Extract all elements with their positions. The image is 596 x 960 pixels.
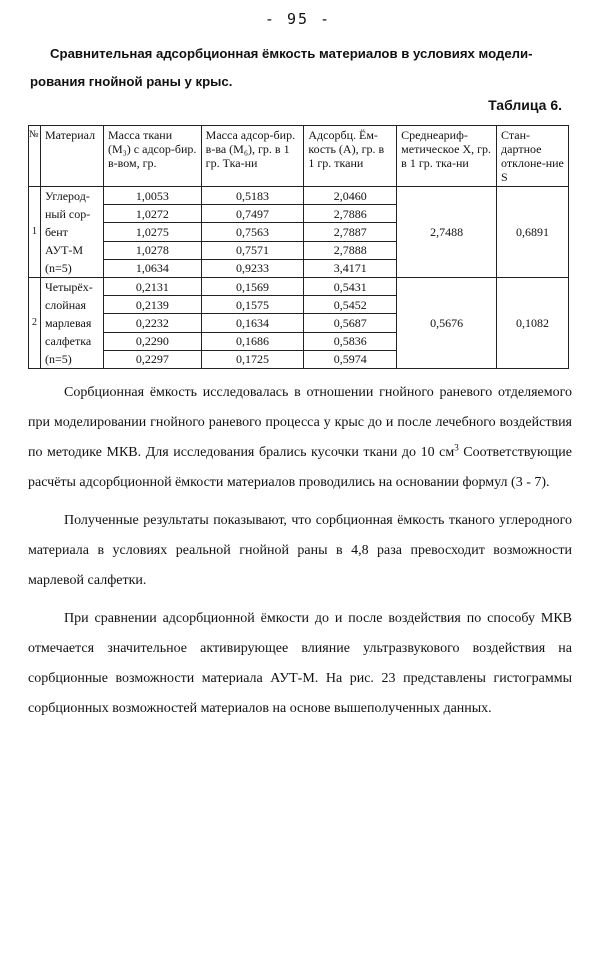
group-material: Углерод- ный сор- бент АУТ-М (n=5) — [40, 187, 103, 278]
cell-tissue-mass: 0,2290 — [103, 332, 201, 350]
header-no: № — [29, 126, 41, 187]
sorption-table — [28, 125, 569, 369]
cell-adsorbed-mass: 0,7571 — [201, 241, 304, 259]
cell-capacity: 2,7887 — [304, 223, 397, 241]
cell-adsorbed-mass: 0,1575 — [201, 296, 304, 314]
cell-adsorbed-mass: 0,1686 — [201, 332, 304, 350]
cell-tissue-mass: 0,2139 — [103, 296, 201, 314]
cell-adsorbed-mass: 0,5183 — [201, 187, 304, 205]
group-index: 2 — [29, 278, 41, 369]
cell-tissue-mass: 1,0278 — [103, 241, 201, 259]
cell-adsorbed-mass: 0,1569 — [201, 278, 304, 296]
header-adsorption-capacity: Адсорбц. Ём-кость (А), гр. в 1 гр. ткани — [304, 126, 397, 187]
cell-tissue-mass: 1,0272 — [103, 205, 201, 223]
paragraph-1: Сорбционная ёмкость исследовалась в отношении гнойного раневого отделяемого при моделировании гнойного раневого процесса у крыс до и после лечебного воздействия по методике МКВ. Для исследования брались кусочки ткани до 10 $см^3$ Соответствующие расчёты адсорбционной ёмкости материалов проводились на основании формул (3 - 7). — [28, 385, 572, 490]
table-heading — [30, 40, 570, 96]
paragraph-3: При сравнении адсорбционной ёмкости до и после воздействия по способу МКВ отмечается значительное активирующее влияние ультразвукового воздействия на сорбционные возможности материала АУТ-М. На рис. 23 представлены гистограммы сорбционных возможностей материалов на основе вышеполученных данных. — [28, 611, 572, 716]
paragraph-2: Полученные результаты показывают, что сорбционная ёмкость тканого углеродного материала в условиях реальной гнойной раны в 4,8 раза превосходит возможности марлевой салфетки. — [28, 513, 572, 588]
table-label: Таблица 6. — [488, 97, 562, 113]
page-number: - 95 - — [264, 10, 332, 28]
group-mean: 2,7488 — [397, 187, 497, 278]
group-std: 0,6891 — [497, 187, 569, 278]
group-mean: 0,5676 — [397, 278, 497, 369]
heading-line-2: рования гнойной раны у крыс. — [30, 74, 233, 89]
cell-capacity: 0,5687 — [304, 314, 397, 332]
cell-tissue-mass: 1,0275 — [103, 223, 201, 241]
cell-tissue-mass: 0,2297 — [103, 350, 201, 368]
cell-capacity: 0,5452 — [304, 296, 397, 314]
group-material: Четырёх- слойная марлевая салфетка (n=5) — [40, 278, 103, 369]
cell-tissue-mass: 0,2131 — [103, 278, 201, 296]
cell-capacity: 2,7888 — [304, 241, 397, 259]
cell-capacity: 2,7886 — [304, 205, 397, 223]
header-mean: Среднеариф-метическое X, гр. в 1 гр. тка-ни — [397, 126, 497, 187]
cell-adsorbed-mass: 0,9233 — [201, 259, 304, 277]
cell-capacity: 2,0460 — [304, 187, 397, 205]
group-std: 0,1082 — [497, 278, 569, 369]
cell-adsorbed-mass: 0,7563 — [201, 223, 304, 241]
header-std: Стан-дартное отклоне-ние S — [497, 126, 569, 187]
header-material: Материал — [40, 126, 103, 187]
cell-tissue-mass: 1,0053 — [103, 187, 201, 205]
cell-capacity: 0,5974 — [304, 350, 397, 368]
heading-line-1: Сравнительная адсорбционная ёмкость материалов в условиях модели- — [50, 46, 533, 61]
header-adsorbed-mass: Масса адсор-бир. в-ва (М₆), гр. в 1 гр. Тка-ни — [201, 126, 304, 187]
cell-tissue-mass: 0,2232 — [103, 314, 201, 332]
body-text — [28, 378, 572, 724]
cell-capacity: 0,5431 — [304, 278, 397, 296]
table-row — [29, 278, 569, 296]
header-tissue-mass: Масса ткани (М₃) с адсор-бир. в-вом, гр. — [103, 126, 201, 187]
cell-capacity: 0,5836 — [304, 332, 397, 350]
cell-adsorbed-mass: 0,1725 — [201, 350, 304, 368]
cell-adsorbed-mass: 0,1634 — [201, 314, 304, 332]
cell-tissue-mass: 1,0634 — [103, 259, 201, 277]
table-row — [29, 187, 569, 205]
table-header-row — [29, 126, 569, 187]
cell-capacity: 3,4171 — [304, 259, 397, 277]
cell-adsorbed-mass: 0,7497 — [201, 205, 304, 223]
group-index: 1 — [29, 187, 41, 278]
